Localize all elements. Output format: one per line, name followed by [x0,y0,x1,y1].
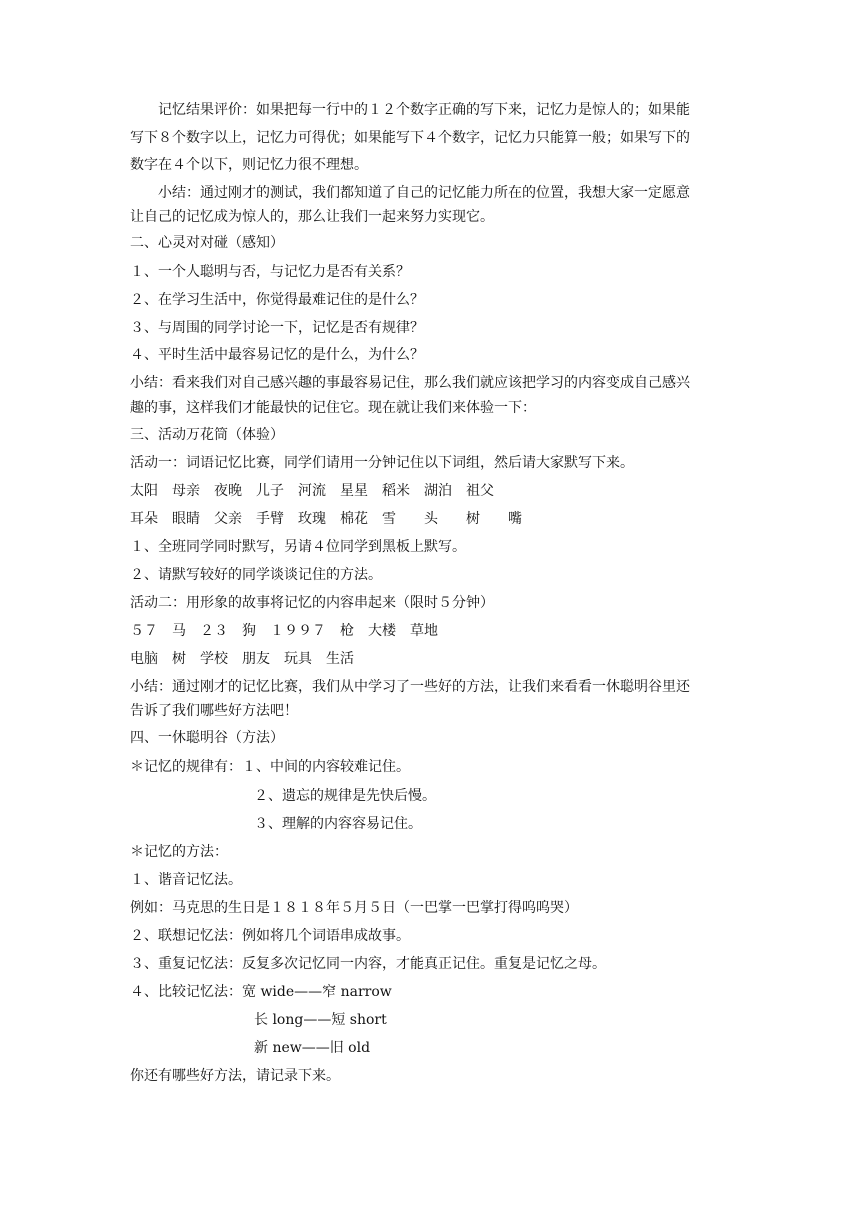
paragraph-line: 你还有哪些好方法，请记录下来。 [130,1068,340,1084]
paragraph-line: 记忆结果评价：如果把每一行中的１２个数字正确的写下来，记忆力是惊人的；如果能 [158,102,690,118]
section-heading: 三、活动万花筒（体验） [130,427,284,443]
word-list: 电脑 树 学校 朋友 玩具 生活 [130,651,354,667]
paragraph-line: 例如：马克思的生日是１８１８年５月５日（一巴掌一巴掌打得呜呜哭） [130,900,578,916]
list-item: ２、遗忘的规律是先快后慢。 [254,788,436,804]
list-item: ＊记忆的规律有：１、中间的内容较难记住。 [130,759,410,775]
list-item: １、一个人聪明与否，与记忆力是否有关系？ [130,264,410,280]
list-item: ２、联想记忆法：例如将几个词语串成故事。 [130,928,410,944]
paragraph-line: ＊记忆的方法： [130,844,228,860]
list-item: 新 new——旧 old [254,1040,371,1056]
paragraph-line: 数字在４个以下，则记忆力很不理想。 [130,157,368,173]
section-heading: 四、一休聪明谷（方法） [130,730,284,746]
paragraph-line: 趣的事，这样我们才能最快的记住它。现在就让我们来体验一下： [130,400,536,416]
list-item: １、谐音记忆法。 [130,872,242,888]
list-item: ４、平时生活中最容易记忆的是什么，为什么？ [130,347,424,363]
word-list: 太阳 母亲 夜晚 儿子 河流 星星 稻米 湖泊 祖父 [130,483,494,499]
paragraph-line: 活动二：用形象的故事将记忆的内容串起来（限时５分钟） [130,595,494,611]
section-heading: 二、心灵对对碰（感知） [130,235,284,251]
word-list: ５７ 马 ２３ 狗 １９９７ 枪 大楼 草地 [130,623,438,639]
list-item: 长 long——短 short [254,1012,387,1028]
paragraph-line: 小结：通过刚才的记忆比赛，我们从中学习了一些好的方法，让我们来看看一休聪明谷里还 [130,679,690,695]
paragraph-line: 活动一：词语记忆比赛，同学们请用一分钟记住以下词组，然后请大家默写下来。 [130,455,634,471]
list-item: １、全班同学同时默写，另请４位同学到黑板上默写。 [130,539,466,555]
paragraph-line: 小结：通过刚才的测试，我们都知道了自己的记忆能力所在的位置，我想大家一定愿意 [158,185,690,201]
paragraph-line: 让自己的记忆成为惊人的，那么让我们一起来努力实现它。 [130,209,494,225]
paragraph-line: 告诉了我们哪些好方法吧！ [130,703,298,719]
list-item: ４、比较记忆法：宽 wide——窄 narrow [130,984,392,1000]
list-item: ２、在学习生活中，你觉得最难记住的是什么？ [130,292,424,308]
list-item: ３、理解的内容容易记住。 [254,816,422,832]
list-item: ３、重复记忆法：反复多次记忆同一内容，才能真正记住。重复是记忆之母。 [130,956,606,972]
word-list: 耳朵 眼睛 父亲 手臂 玫瑰 棉花 雪 头 树 嘴 [130,511,522,527]
list-item: ３、与周围的同学讨论一下，记忆是否有规律？ [130,320,424,336]
paragraph-line: 小结：看来我们对自己感兴趣的事最容易记住，那么我们就应该把学习的内容变成自己感兴 [130,375,690,391]
paragraph-line: 写下８个数字以上，记忆力可得优；如果能写下４个数字，记忆力只能算一般；如果写下的 [130,130,690,146]
list-item: ２、请默写较好的同学谈谈记住的方法。 [130,567,382,583]
